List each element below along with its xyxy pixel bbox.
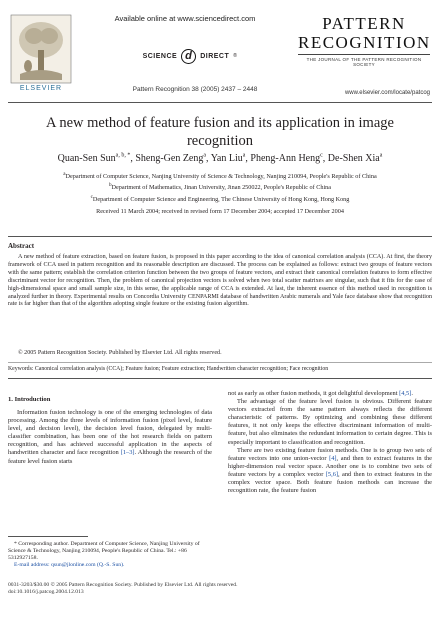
header-divider (8, 102, 432, 103)
publisher-name: ELSEVIER (19, 85, 63, 92)
keywords-line: Keywords: Canonical correlation analysis (CCA); Feature fusion; Feature extraction; Handwritten character recognition; Face recognition (8, 366, 329, 372)
abstract-heading: Abstract (8, 242, 35, 250)
available-online-text: Available online at www.sciencedirect.com (114, 14, 256, 23)
intro-paragraph-1-cont (228, 390, 432, 398)
footnote-rule (8, 536, 88, 537)
journal-masthead (298, 14, 430, 67)
author-affil-sup[interactable]: c (320, 153, 323, 159)
journal-name-line1: PATTERN (322, 14, 406, 33)
author-name[interactable]: Quan-Sen Sun (57, 153, 116, 165)
author-entry (250, 153, 327, 164)
author-entry (135, 153, 210, 164)
section-heading-introduction: 1. Introduction (8, 396, 51, 403)
affiliation-sup: b (108, 182, 112, 189)
citation-link[interactable]: [4] (329, 454, 337, 462)
received-dates: Received 11 March 2004; received in revised form 17 December 2004; accepted 17 December 2004 (96, 208, 344, 215)
intro-paragraph-1 (8, 409, 212, 466)
affiliation-text: Department of Computer Science and Engineering, The Chinese University of Hong Kong, Hong Kong (92, 195, 350, 203)
abstract-bottom-rule (8, 378, 432, 379)
author-list (20, 153, 420, 164)
doi-line[interactable]: doi:10.1016/j.patcog.2004.12.013 (8, 589, 84, 596)
issn-line: 0031-3203/$30.00 © 2005 Pattern Recognition Society. Published by Elsevier Ltd. All rights reserved. (8, 582, 238, 588)
corresponding-author-footnote (8, 541, 212, 569)
article-title-line1: A new method of feature fusion and its application in image (46, 115, 394, 131)
elsevier-tree-logo (10, 14, 72, 84)
journal-citation: Pattern Recognition 38 (2005) 2437 – 2448 (132, 86, 258, 93)
page-footer (8, 582, 432, 596)
footnote-text: * Corresponding author. Department of Computer Science, Nanjing University of Science & Technology, Nanjing 210094, People's Republic of China. Tel.: +86 5312927158. (8, 541, 200, 562)
intro-text: There are two existing feature fusion methods. One is to group two sets of feature vectors into one union-vector (228, 446, 432, 462)
author-affil-sup[interactable]: a (242, 153, 246, 159)
copyright-notice: © 2005 Pattern Recognition Society. Published by Elsevier Ltd. All rights reserved. (18, 350, 222, 356)
affiliation-item (20, 170, 420, 181)
affiliation-list (20, 170, 420, 204)
intro-text: , and then to extract features in the higher-dimension real vector space. Another one is to combine two sets of feature vectors by a complex vector (228, 454, 432, 478)
journal-subtitle: THE JOURNAL OF THE PATTERN RECOGNITION SOCIETY (306, 57, 422, 67)
citation-link[interactable]: [4,5] (399, 390, 412, 397)
author-name[interactable]: Yan Liu (210, 153, 243, 165)
author-name[interactable]: De-Shen Xia (327, 153, 380, 165)
sciencedirect-circle-icon: d (181, 49, 196, 64)
journal-header (0, 0, 440, 110)
author-entry (211, 153, 251, 164)
affiliation-sup: c (90, 193, 93, 200)
author-separator: , (322, 153, 328, 165)
trademark-mark: ® (233, 53, 238, 59)
sciencedirect-left: SCIENCE (142, 52, 178, 60)
journal-url-link[interactable]: www.elsevier.com/locate/patcog (344, 90, 430, 96)
author-entry (328, 153, 383, 164)
right-column (228, 390, 432, 495)
footnote-email[interactable]: E-mail address: qsun@jlonline.com (Q.-S. Sun). (14, 562, 125, 569)
author-affil-sup[interactable]: a (379, 153, 383, 159)
masthead-rule (298, 54, 430, 55)
affiliation-item (20, 181, 420, 192)
sciencedirect-right: DIRECT (200, 52, 230, 60)
intro-text: . (411, 390, 413, 397)
intro-text: not as early as other fusion methods, it got delightful development (228, 390, 400, 397)
citation-link[interactable]: [5,6] (325, 470, 339, 478)
journal-name-line2: RECOGNITION (298, 33, 431, 52)
author-separator: , (245, 153, 251, 165)
keywords-rule (8, 362, 432, 363)
intro-paragraph-2: The advantage of the feature level fusion is obvious. Different feature vectors extracted from the same pattern always reflects the different characteristic of patterns. By optimizing and combining these different features, it not only keeps the effective discriminant information of multi-feature, but also eliminates the redundant information to certain degree. This is especially important to classification and recognition. (228, 398, 432, 446)
citation-link[interactable]: [1–3] (120, 449, 135, 457)
article-title (30, 114, 410, 150)
article-title-line2: recognition (186, 133, 254, 149)
intro-paragraph-3 (228, 447, 432, 496)
author-separator: , (206, 153, 211, 165)
author-affil-sup[interactable]: a (203, 153, 207, 159)
abstract-body: A new method of feature extraction, based on feature fusion, is proposed in this paper according to the idea of canonical correlation analysis (CCA). At first, the theory framework of CCA used in pattern recognition and its reasonable description are discussed. The process can be explained as follows: extract two groups of feature vectors with the same pattern; establish the correlation criterion function between the two groups of feature vectors, and extract their canonical correlation features to form effective discriminant vector for recognition. Then, the problem of canonical projection vectors is solved when two total scatter matrixes are singular, such that it fits for the case of high-dimensional space and small sample size, in this sense, the applicable range of CCA is extended. At last, the inherent essence of this method used in recognition is analyzed further in theory. Experimental results on Concordia University CENPARMI database of handwritten Arabic numerals and Yale face database show that recognition rate is far higher than that of the algorithm adopting single feature or the existing fusion algorithm. (8, 254, 432, 308)
sciencedirect-logo (130, 48, 250, 64)
author-entry (58, 153, 136, 164)
affiliation-text: Department of Computer Science, Nanjing University of Science & Technology, Nanjing 210094, People's Republic of China (65, 173, 377, 181)
affiliation-sup: a (63, 171, 66, 177)
author-name[interactable]: Pheng-Ann Heng (250, 153, 321, 165)
intro-text: Information fusion technology is one of the emerging technologies of data processing. Among the three levels of information fusion (pixel level, feature level, and decision level), the decision level fusion, delegated by multi-classifier combination, has been one of the hot research fields on pattern recognition, and has achieved successful application in the aspects of handwritten character and face recognition (8, 409, 212, 457)
intro-text: , and then to extract features in the complex vector space. Both feature fusion methods can increase the recognition rate, the feature fusion (228, 470, 432, 495)
left-column (8, 396, 212, 466)
intro-text: . Although the research of the feature level fusion starts (8, 449, 212, 465)
author-separator: , (130, 153, 136, 165)
author-affil-sup[interactable]: a, b, * (115, 153, 131, 159)
affiliation-text: Department of Mathematics, Jinan University, Jinan 250022, People's Republic of China (111, 184, 332, 192)
abstract-top-rule (8, 236, 432, 237)
author-name[interactable]: Sheng-Gen Zeng (135, 153, 204, 165)
affiliation-item (20, 193, 420, 204)
